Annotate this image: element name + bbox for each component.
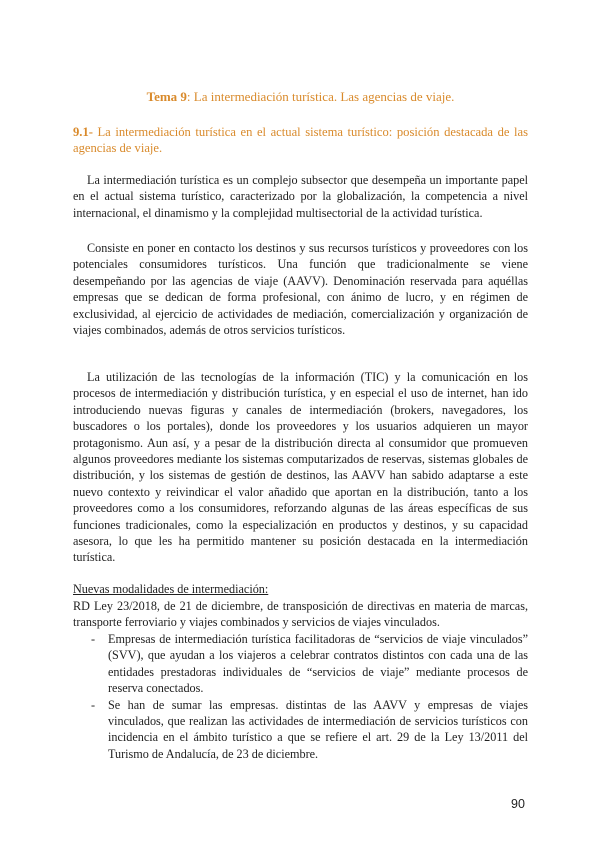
paragraph-3 <box>73 369 528 566</box>
list-dash: - <box>91 632 96 646</box>
chapter-title-number: Tema 9 <box>146 89 187 104</box>
paragraph-1-text: La intermediación turística es un complejo subsector que desempeña un importante papel en el actual sistema turístico, caracterizado por la globalización, la competencia a nivel internacional, el dinamismo y la complejidad multisectorial de la actividad turística. <box>73 173 528 220</box>
chapter-title <box>73 89 528 105</box>
document-page <box>73 0 528 848</box>
list-item <box>73 631 528 697</box>
section-number: 9.1- <box>73 125 93 139</box>
section-title: La intermediación turística en el actual sistema turístico: posición destacada de las agencias de viaje. <box>73 125 528 156</box>
list-item-text: Empresas de intermediación turística facilitadoras de “servicios de viaje vinculados” (SVV), que ayudan a los viajeros a celebrar contratos distintos con cada una de las entidades prestadoras individuales de “servicios de viaje” mediante procesos de reserva conectados. <box>108 632 528 696</box>
rd-reference: RD Ley 23/2018, de 21 de diciembre, de transposición de directivas en materia de marcas, transporte ferroviario y viajes combinados y servicios de viajes vinculados. <box>73 599 528 630</box>
modalities-list <box>73 631 528 762</box>
page-number: 90 <box>511 797 525 811</box>
paragraph-3-text: La utilización de las tecnologías de la información (TIC) y la comunicación en los procesos de intermediación y distribución turística, y en especial el uso de internet, han ido introduciendo nuevas figuras y canales de intermediación (brokers, navegadores, los buscadores o los portales), donde los proveedores y los usuarios adquieren un mayor protagonismo. Aun así, y a pesar de la distribución directa al consumidor que promueven algunos proveedores mediante los sistemas computarizados de reservas, sistemas globales de distribución, y los sistemas de gestión de destinos, las AAVV han sabido adaptarse a este nuevo contexto y reivindicar el valor añadido que aportan en la distribución, tanto a los proveedores como a los consumidores, reforzando algunas de las áreas específicas de sus funciones tradicionales, como la especialización en productos y destinos, y su capacidad asesora, lo que les ha permitido mantener su posición destacada en la intermediación turística. <box>73 370 528 565</box>
chapter-title-text: : La intermediación turística. Las agencias de viaje. <box>186 89 455 104</box>
list-dash: - <box>91 697 96 712</box>
list-item-text: Se han de sumar las empresas. distintas de las AAVV y empresas de viajes vinculados, que realizan las actividades de intermediación de servicios turísticos con incidencia en el ámbito turístico a que se refiere el art. 29 de la Ley 13/2011 del Turismo de Andalucía, de 23 de diciembre. <box>108 697 528 761</box>
list-item <box>73 697 528 763</box>
paragraph-2 <box>73 240 528 338</box>
paragraph-2-text: Consiste en poner en contacto los destinos y sus recursos turísticos y proveedores con los potenciales consumidores turísticos. Una función que tradicionalmente se viene desempeñando por las agencias de viaje (AAVV). Denominación reservada para aquéllas empresas que se dedican de forma profesional, con ánimo de lucro, y en régimen de exclusividad, al ejercicio de actividades de mediación, comercialización y organización de viajes combinados, además de otros servicios turísticos. <box>73 241 528 338</box>
paragraph-1 <box>73 172 528 221</box>
section-heading <box>73 124 528 157</box>
subheading: Nuevas modalidades de intermediación: <box>73 582 269 596</box>
